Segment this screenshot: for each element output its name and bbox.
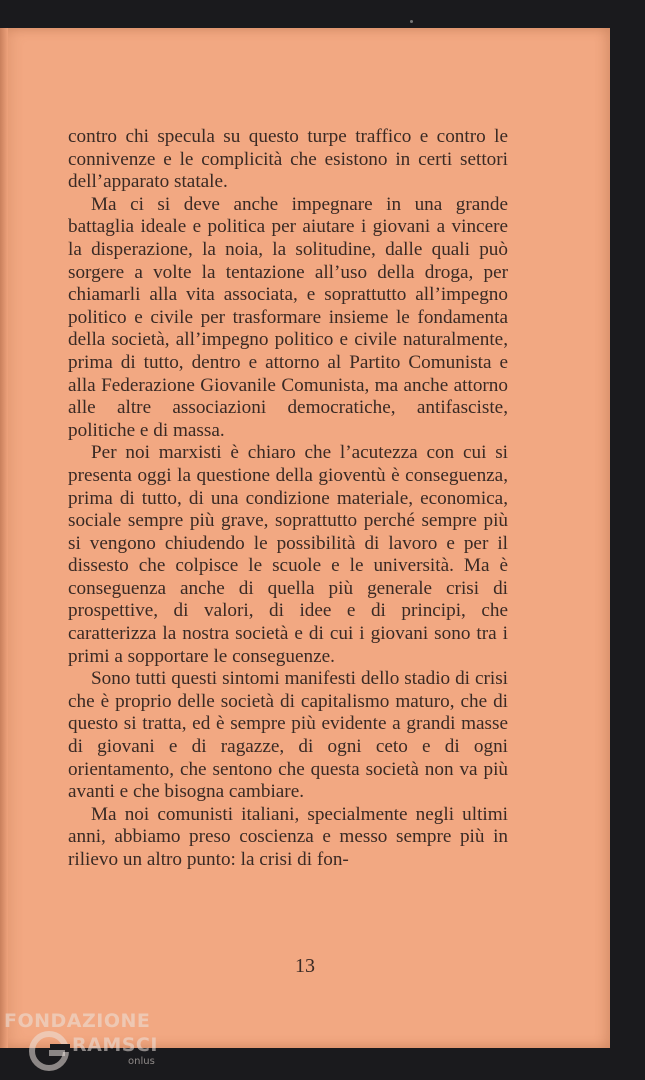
paragraph-4: Sono tutti questi sintomi manifesti dello stadio di crisi che è proprio delle società di capitalismo maturo, che di questo si tratta, ed è sempre più evidente a grandi masse di giovani e di ragazze, di ogni ceto e di ogni orientamento, che sentono che questa società non va più avanti e che bisogna cambiare. [68, 668, 508, 803]
fondazione-gramsci-watermark [4, 1010, 164, 1078]
scan-speck [410, 20, 413, 23]
watermark-line-gramsci: RAMSCI [72, 1034, 158, 1056]
paragraph-1: contro chi specula su questo turpe traffico e contro le connivenze e le complicità che esistono in certi settori dell’apparato statale. [68, 126, 508, 193]
page-body-text [68, 126, 508, 872]
paragraph-2: Ma ci si deve anche impegnare in una grande battaglia ideale e politica per aiutare i giovani a vincere la disperazione, la noia, la solitudine, dalle quali può sorgere a volte la tentazione all’uso della droga, per chiamarli alla vita associata, e soprattutto all’impegno politico e civile per trasformare insieme le fondamenta della società, all’impegno politico e civile naturalmente, prima di tutto, dentro e attorno al Partito Comunista e alla Federazione Giovanile Comunista, ma anche attorno alle altre associazioni democratiche, antifasciste, politiche e di massa. [68, 193, 508, 441]
gramsci-g-logo-icon [28, 1030, 70, 1072]
watermark-line-onlus: onlus [128, 1056, 155, 1067]
paragraph-5: Ma noi comunisti italiani, specialmente negli ultimi anni, abbiamo preso coscienza e messo sempre più in rilievo un altro punto: la crisi di fon- [68, 803, 508, 870]
watermark-line-fondazione: FONDAZIONE [4, 1010, 151, 1032]
paragraph-3: Per noi marxisti è chiaro che l’acutezza con cui si presenta oggi la questione della gioventù è conseguenza, prima di tutto, di una condizione materiale, economica, sociale sempre più grave, soprattutto perché sempre più si vengono chiudendo le possibilità di lavoro e per il dissesto che colpisce le scuole e le università. Ma è conseguenza anche di quella più generale crisi di prospettive, di valori, di idee e di principi, che caratterizza la nostra società e di cui i giovani sono tra i primi a sopportare le conseguenze. [68, 442, 508, 667]
page-binding-edge [0, 28, 8, 1048]
page-number: 13 [295, 955, 315, 977]
